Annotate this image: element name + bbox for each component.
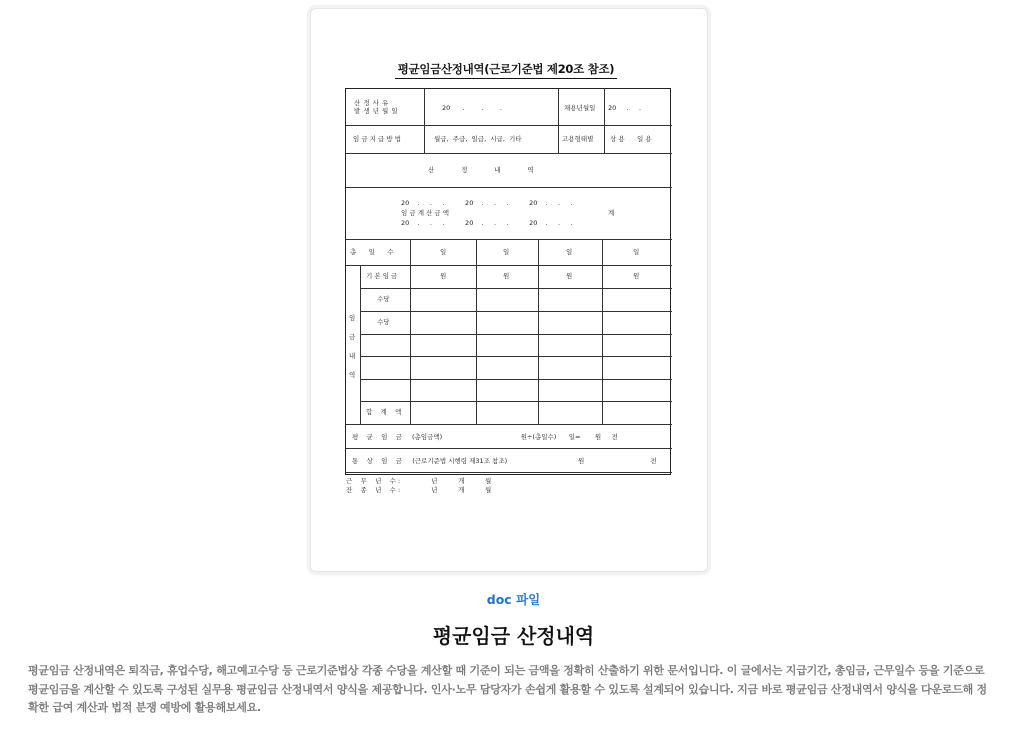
col-divider (424, 89, 425, 153)
page-title: 평균임금 산정내역 (432, 624, 595, 648)
days-unit: 일 (566, 248, 573, 256)
row-divider (360, 288, 672, 289)
col-divider (410, 239, 411, 424)
avg-wage-value: (총임금액) 원÷(총일수) 일= 원 전 (412, 433, 618, 441)
days-unit: 일 (633, 248, 640, 256)
row-divider (346, 448, 672, 449)
row-divider (360, 401, 672, 402)
reason-label: 산 정 사 유 발 생 년 월 일 (354, 99, 399, 115)
allowance-2-label: 수당 (377, 318, 390, 326)
base-wage-label: 기 본 임 금 (366, 272, 398, 280)
calc-header: 산 정 내 역 (428, 166, 534, 174)
col-divider (476, 239, 477, 424)
days-unit: 일 (503, 248, 510, 256)
row-divider (360, 311, 672, 312)
col-divider (558, 89, 559, 153)
row-divider (346, 265, 672, 266)
allowance-1-label: 수당 (377, 295, 390, 303)
remaining-years-line: 잔 종 년 수 : 년 개 월 (346, 486, 492, 494)
description: 평균임금 산정내역은 퇴직금, 휴업수당, 해고예고수당 등 근로기준법상 각종 수당을 계산할 때 기준이 되는 금액을 정확히 산출하기 위한 문서입니다. 이 글에서는 지급기간, 총임금, 근무일수 등을 기준으로 평균임금을 계산할 수 있도록 구성된 실무용 평균임금 산정내역서 양식을 제공합니다. 인사·노무 담당자가 손쉽게 활용할 수 있도록 설계되어 있습니다. 지금 바로 평균임금 산정내역서 양식을 다운로드해 정확한 급여 계산과 법적 분쟁 예방에 활용해보세요. (28, 664, 987, 714)
period-row-1: 20 . . . 20 . . . 20 . . . (401, 199, 573, 207)
col-divider (538, 239, 539, 424)
pay-method-value: 월급, 주급, 일급, 시급, 기타 (434, 135, 522, 143)
total-days-label: 총 일 수 (350, 248, 394, 256)
employment-value: 상 용 일 용 (610, 135, 652, 143)
employment-label: 고용형태별 (562, 135, 594, 143)
col-divider (602, 239, 603, 424)
hire-label: 채용년월일 (564, 104, 596, 112)
won-unit: 원 (633, 272, 640, 280)
reason-value: 20 . . . (442, 104, 502, 112)
pay-method-label: 임 금 지 급 방 법 (353, 135, 402, 143)
won-unit: 원 (440, 272, 447, 280)
row-divider (346, 472, 672, 473)
hire-value: 20 . . (608, 104, 642, 112)
row-divider (360, 334, 672, 335)
ordinary-wage-value: 원 전 (578, 457, 657, 465)
row-divider (346, 239, 672, 240)
row-divider (346, 187, 672, 188)
avg-wage-label: 평 균 임 금 (352, 433, 402, 441)
period-total: 계 (608, 209, 615, 217)
sum-label: 합 계 액 (366, 408, 402, 416)
row-divider (360, 379, 672, 380)
file-type-link[interactable]: doc 파일 (486, 592, 541, 607)
won-unit: 원 (566, 272, 573, 280)
row-divider (346, 424, 672, 425)
service-years-line: 근 무 년 수 : 년 개 월 (346, 477, 492, 485)
ordinary-wage-label: 통 상 임 금 (근로기준법 시행령 제31조 참조) (352, 457, 508, 465)
days-unit: 일 (440, 248, 447, 256)
period-row-2: 20 . . . 20 . . . 20 . . . (401, 219, 573, 227)
row-divider (346, 153, 672, 154)
row-divider (346, 125, 672, 126)
row-divider (360, 356, 672, 357)
won-unit: 원 (503, 272, 510, 280)
col-divider (604, 89, 605, 153)
wage-calculation-form (345, 88, 671, 475)
wage-breakdown-label: 임 금 내 역 (349, 314, 356, 379)
period-label: 임 금 계 산 금 액 (401, 209, 450, 217)
document-title: 평균임금산정내역(근로기준법 제20조 참조) (397, 62, 615, 76)
title-underline (395, 78, 617, 79)
col-divider (360, 265, 361, 424)
